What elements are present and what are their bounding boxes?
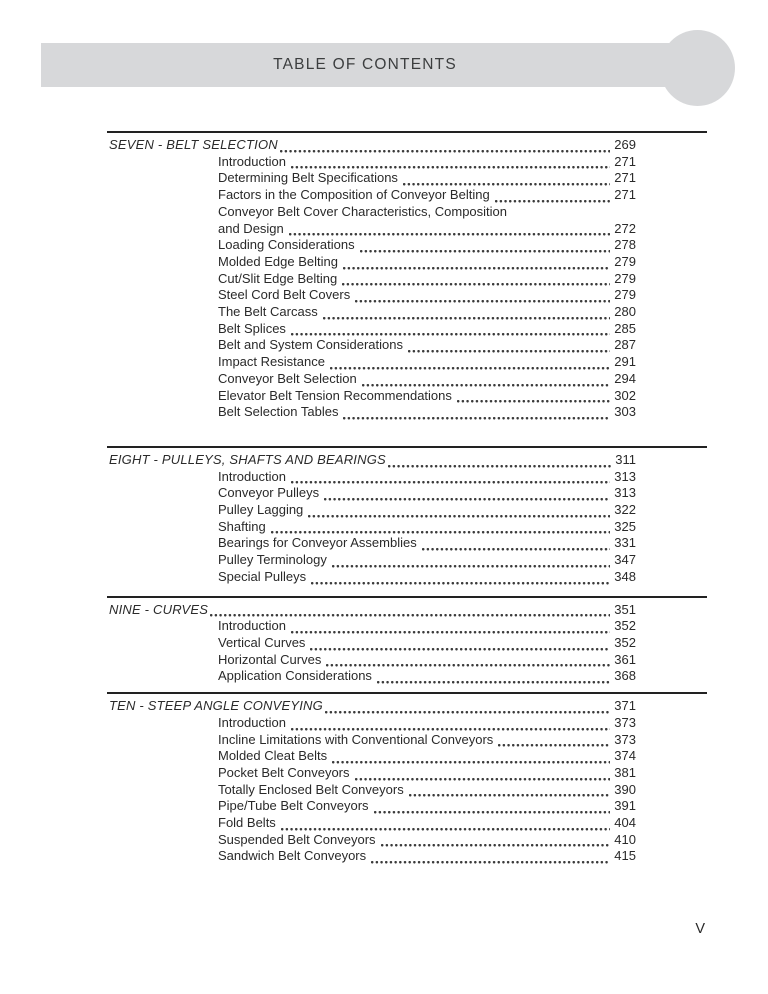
toc-entry-label: Conveyor Belt Selection xyxy=(218,370,357,386)
toc-entry-page: 302 xyxy=(614,387,636,403)
header-banner xyxy=(41,43,701,87)
toc-entry-page: 368 xyxy=(614,668,636,684)
toc-entry-label: Pulley Lagging xyxy=(218,502,304,518)
toc-entry-label: Shafting xyxy=(218,518,266,534)
toc-entry-page: 294 xyxy=(614,370,636,386)
toc-section xyxy=(107,446,707,586)
toc-entry[interactable] xyxy=(107,848,707,865)
dot-leader xyxy=(326,663,610,667)
toc-entry-label: Sandwich Belt Conveyors xyxy=(218,848,367,864)
toc-entry-label: Steel Cord Belt Covers xyxy=(218,287,351,303)
toc-entry-label: Horizontal Curves xyxy=(218,651,322,667)
toc-entry-label: Impact Resistance xyxy=(218,354,325,370)
toc-entry[interactable] xyxy=(107,798,707,815)
toc-entry-label: Incline Limitations with Conventional Conveyors xyxy=(218,731,494,747)
toc-entry-label: Cut/Slit Edge Belting xyxy=(218,270,338,286)
toc-entry-label: Introduction xyxy=(218,714,286,730)
dot-leader xyxy=(289,232,611,236)
toc-entry-label: Conveyor Belt Cover Characteristics, Composition xyxy=(218,203,507,219)
toc-section-title: EIGHT - PULLEYS, SHAFTS AND BEARINGS xyxy=(109,451,386,467)
toc-entry-label: Conveyor Pulleys xyxy=(218,485,320,501)
page-number: V xyxy=(695,921,705,937)
toc-section-heading[interactable] xyxy=(107,137,707,154)
toc-entry[interactable] xyxy=(107,469,707,486)
toc-entry[interactable] xyxy=(107,765,707,782)
dot-leader xyxy=(271,530,611,534)
toc-entry[interactable] xyxy=(107,652,707,669)
toc-section-page: 269 xyxy=(614,137,636,152)
toc-entry-label: Special Pulleys xyxy=(218,568,307,584)
toc-entry-label: Belt Selection Tables xyxy=(218,404,339,420)
toc-entry-label: Fold Belts xyxy=(218,815,276,831)
dot-leader xyxy=(332,760,610,764)
toc-entry[interactable] xyxy=(107,815,707,832)
toc-entry[interactable] xyxy=(107,154,707,171)
toc-entry-page: 322 xyxy=(614,502,636,518)
toc-entry-page: 373 xyxy=(614,714,636,730)
dot-leader xyxy=(310,647,610,651)
toc-entry-page: 271 xyxy=(614,170,636,186)
toc-entry-page: 279 xyxy=(614,253,636,269)
toc-entry-label: Factors in the Composition of Conveyor Belting xyxy=(218,187,490,203)
dot-leader xyxy=(280,149,610,153)
dot-leader xyxy=(281,827,610,831)
toc-entry-label: Introduction xyxy=(218,153,286,169)
dot-leader xyxy=(374,810,611,814)
toc-entry[interactable] xyxy=(107,485,707,502)
dot-leader xyxy=(355,777,611,781)
dot-leader xyxy=(457,399,610,403)
toc-entry-page: 271 xyxy=(614,187,636,203)
toc-entry[interactable] xyxy=(107,221,707,238)
toc-entry-page: 325 xyxy=(614,518,636,534)
toc-entry[interactable] xyxy=(107,668,707,685)
toc-entry[interactable] xyxy=(107,635,707,652)
toc-entry-page: 291 xyxy=(614,354,636,370)
toc-entry-page: 373 xyxy=(614,731,636,747)
toc-entry[interactable] xyxy=(107,371,707,388)
toc-entry-page: 272 xyxy=(614,220,636,236)
toc-entry-page: 279 xyxy=(614,270,636,286)
dot-leader xyxy=(324,497,610,501)
dot-leader xyxy=(291,727,610,731)
dot-leader xyxy=(422,547,611,551)
dot-leader xyxy=(362,383,611,387)
toc-entry-page: 404 xyxy=(614,815,636,831)
dot-leader xyxy=(291,332,610,336)
toc-entry-page: 352 xyxy=(614,634,636,650)
dot-leader xyxy=(371,860,610,864)
page-title: TABLE OF CONTENTS xyxy=(273,56,457,73)
toc-entry-page: 348 xyxy=(614,568,636,584)
dot-leader xyxy=(495,199,611,203)
toc-entry-label: Molded Cleat Belts xyxy=(218,748,328,764)
dot-leader xyxy=(343,416,610,420)
toc-entry-page: 415 xyxy=(614,848,636,864)
dot-leader xyxy=(388,464,611,468)
toc-entry[interactable] xyxy=(107,287,707,304)
toc-section xyxy=(107,692,707,865)
dot-leader xyxy=(355,299,610,303)
toc-section-heading[interactable] xyxy=(107,452,707,469)
toc-entry[interactable] xyxy=(107,748,707,765)
dot-leader xyxy=(498,743,610,747)
toc-section xyxy=(107,131,707,421)
toc-entry[interactable] xyxy=(107,502,707,519)
toc-entry[interactable] xyxy=(107,519,707,536)
toc-entry[interactable] xyxy=(107,204,707,221)
toc-section-heading[interactable] xyxy=(107,698,707,715)
toc-entry-label: Application Considerations xyxy=(218,668,372,684)
toc-entry-label: and Design xyxy=(218,220,284,236)
dot-leader xyxy=(323,316,611,320)
toc-entry-label: Elevator Belt Tension Recommendations xyxy=(218,387,452,403)
toc-entry[interactable] xyxy=(107,715,707,732)
dot-leader xyxy=(381,843,611,847)
toc-entry[interactable] xyxy=(107,321,707,338)
toc-section-page: 311 xyxy=(615,451,636,467)
toc-entry-page: 390 xyxy=(614,781,636,797)
toc-entry[interactable] xyxy=(107,237,707,254)
dot-leader xyxy=(210,613,610,617)
toc-entry[interactable] xyxy=(107,569,707,586)
dot-leader xyxy=(308,514,610,518)
toc-entry[interactable] xyxy=(107,552,707,569)
toc-entry-page: 361 xyxy=(614,651,636,667)
toc-entry[interactable] xyxy=(107,832,707,849)
dot-leader xyxy=(360,249,611,253)
toc-entry-label: Bearings for Conveyor Assemblies xyxy=(218,535,417,551)
toc-entry-label: Belt Splices xyxy=(218,320,286,336)
toc-entry-label: Totally Enclosed Belt Conveyors xyxy=(218,781,404,797)
toc-entry-page: 410 xyxy=(614,831,636,847)
dot-leader xyxy=(291,630,610,634)
toc-entry-page: 279 xyxy=(614,287,636,303)
dot-leader xyxy=(291,480,610,484)
toc-entry-label: Introduction xyxy=(218,618,286,634)
toc-entry-page: 313 xyxy=(614,485,636,501)
toc-entry[interactable] xyxy=(107,254,707,271)
dot-leader xyxy=(332,564,610,568)
toc-entry[interactable] xyxy=(107,354,707,371)
dot-leader xyxy=(408,349,610,353)
toc-entry-label: Loading Considerations xyxy=(218,237,355,253)
toc-entry[interactable] xyxy=(107,187,707,204)
toc-entry-label: Introduction xyxy=(218,468,286,484)
dot-leader xyxy=(342,282,610,286)
toc-entry[interactable] xyxy=(107,388,707,405)
toc-entry-page: 352 xyxy=(614,618,636,634)
toc-entry-label: Belt and System Considerations xyxy=(218,337,403,353)
toc-entry-label: Suspended Belt Conveyors xyxy=(218,831,376,847)
toc-entry[interactable] xyxy=(107,170,707,187)
dot-leader xyxy=(325,710,610,714)
toc-entry-page: 287 xyxy=(614,337,636,353)
toc-section xyxy=(107,596,707,686)
toc-entry[interactable] xyxy=(107,271,707,288)
toc-entry-page: 285 xyxy=(614,320,636,336)
toc-section-heading[interactable] xyxy=(107,602,707,619)
toc-entry-page: 313 xyxy=(614,468,636,484)
toc-entry-page: 374 xyxy=(614,748,636,764)
toc-entry[interactable] xyxy=(107,404,707,421)
toc-entry-page: 381 xyxy=(614,764,636,780)
dot-leader xyxy=(291,165,610,169)
toc-entry[interactable] xyxy=(107,732,707,749)
toc-entry[interactable] xyxy=(107,337,707,354)
toc-entry-page: 271 xyxy=(614,153,636,169)
toc-entry-label: Vertical Curves xyxy=(218,634,306,650)
dot-leader xyxy=(343,266,610,270)
toc-section-title: SEVEN - BELT SELECTION xyxy=(109,137,278,152)
toc-entry-label: Pocket Belt Conveyors xyxy=(218,764,350,780)
toc-section-page: 351 xyxy=(614,601,636,617)
toc-entry-page: 280 xyxy=(614,304,636,320)
toc-entry-page: 303 xyxy=(614,404,636,420)
toc-entry-label: Pipe/Tube Belt Conveyors xyxy=(218,798,369,814)
toc-entry-label: The Belt Carcass xyxy=(218,304,318,320)
toc-entry-label: Determining Belt Specifications xyxy=(218,170,398,186)
table-of-contents xyxy=(107,131,707,865)
dot-leader xyxy=(311,581,610,585)
toc-entry-page: 347 xyxy=(614,552,636,568)
toc-entry-label: Pulley Terminology xyxy=(218,552,327,568)
toc-entry[interactable] xyxy=(107,535,707,552)
toc-section-title: NINE - CURVES xyxy=(109,601,209,617)
dot-leader xyxy=(403,182,610,186)
toc-section-title: TEN - STEEP ANGLE CONVEYING xyxy=(109,698,323,714)
toc-entry-page: 278 xyxy=(614,237,636,253)
dot-leader xyxy=(377,680,610,684)
toc-entry[interactable] xyxy=(107,618,707,635)
toc-entry[interactable] xyxy=(107,782,707,799)
toc-entry-page: 391 xyxy=(614,798,636,814)
dot-leader xyxy=(330,366,610,370)
toc-entry-page: 331 xyxy=(614,535,636,551)
toc-entry[interactable] xyxy=(107,304,707,321)
dot-leader xyxy=(409,793,611,797)
toc-entry-label: Molded Edge Belting xyxy=(218,253,338,269)
toc-section-page: 371 xyxy=(614,698,636,714)
